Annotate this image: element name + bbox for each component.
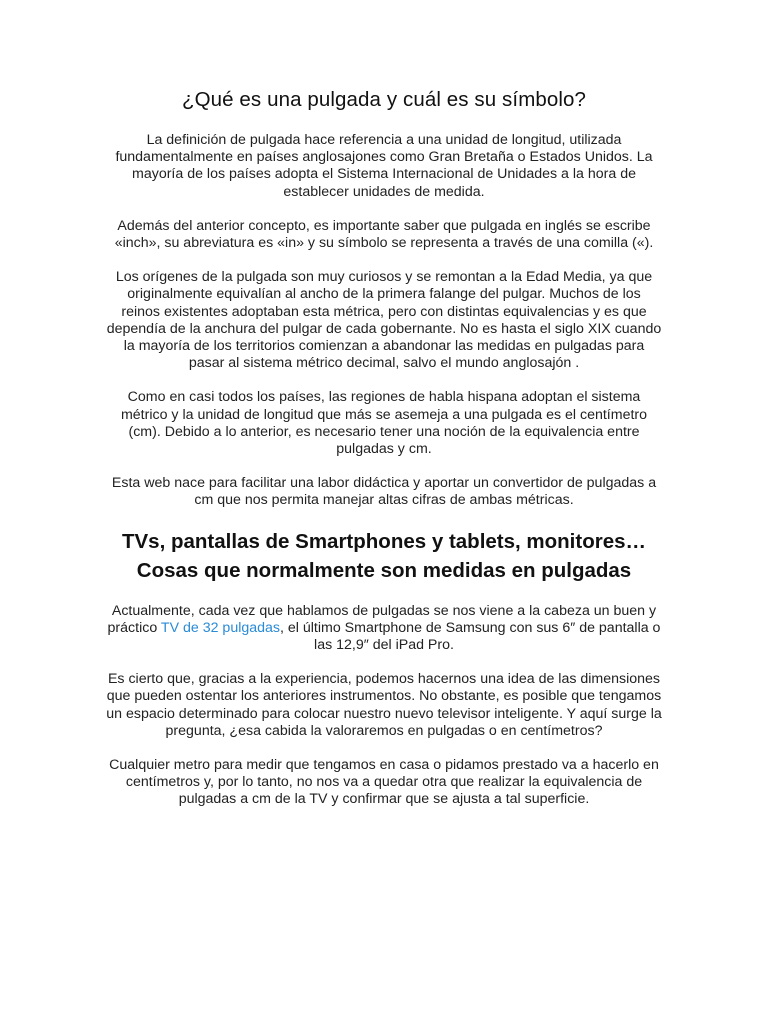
- paragraph-actualmente: [106, 603, 662, 655]
- paragraph-definicion: La definición de pulgada hace referencia a una unidad de longitud, utilizada fundamentalmente en países anglosajones como Gran Bretaña o Estados Unidos. La mayoría de los países adopta el Sistema Internacional de Unidades a la hora de establecer unidades de medida.: [115, 132, 653, 200]
- paragraph-web-convertidor: Esta web nace para facilitar una labor didáctica y aportar un convertidor de pulgadas a cm que nos permita manejar altas cifras de ambas métricas.: [111, 475, 657, 509]
- tv-32-pulgadas-link[interactable]: TV de 32 pulgadas: [160, 619, 281, 636]
- document-page: [106, 86, 662, 826]
- section-title-dispositivos: TVs, pantallas de Smartphones y tablets, monitores… Cosas que normalmente son medidas en pulgadas: [121, 529, 647, 582]
- paragraph-origenes: Los orígenes de la pulgada son muy curiosos y se remontan a la Edad Media, ya que originalmente equivalían al ancho de la primera falange del pulgar. Muchos de los reinos existentes adoptaban esta métrica, pero con distintas equivalencias y es que dependía de la anchura del pulgar de cada gobernante. No es hasta el siglo XIX cuando la mayoría de los territorios comienzan a abandonar las medidas en pulgadas para pasar al sistema métrico decimal, salvo el mundo anglosajón .: [106, 269, 662, 372]
- paragraph-actualmente-text-end: , el último Smartphone de Samsung con sus 6″ de pantalla o las 12,9″ del iPad Pro.: [280, 619, 661, 654]
- paragraph-actualmente-text-start: Actualmente, cada vez que hablamos de pulgadas se nos viene a la cabeza un buen y práctico: [107, 602, 657, 636]
- paragraph-simbolo: Además del anterior concepto, es importante saber que pulgada en inglés se escribe «inch», su abreviatura es «in» y su símbolo se representa a través de una comilla («).: [114, 217, 654, 252]
- section-title-pulgada: ¿Qué es una pulgada y cuál es su símbolo?: [181, 88, 587, 111]
- paragraph-experiencia: Es cierto que, gracias a la experiencia, podemos hacernos una idea de las dimensiones que pueden ostentar los anteriores instrumentos. No obstante, es posible que tengamos un espacio determinado para colocar nuestro nuevo televisor inteligente. Y aquí surge la pregunta, ¿esa cabida la valoraremos en pulgadas o en centímetros?: [106, 671, 662, 739]
- paragraph-sistema-metrico: Como en casi todos los países, las regiones de habla hispana adoptan el sistema métrico y la unidad de longitud que más se asemeja a una pulgada es el centímetro (cm). Debido a lo anterior, es necesario tener una noción de la equivalencia entre pulgadas y cm.: [120, 389, 648, 458]
- paragraph-metro: Cualquier metro para medir que tengamos en casa o pidamos prestado va a hacerlo en centímetros y, por lo tanto, no nos va a quedar otra que realizar la equivalencia de pulgadas a cm de la TV y confirmar que se ajusta a tal superficie.: [109, 757, 659, 808]
